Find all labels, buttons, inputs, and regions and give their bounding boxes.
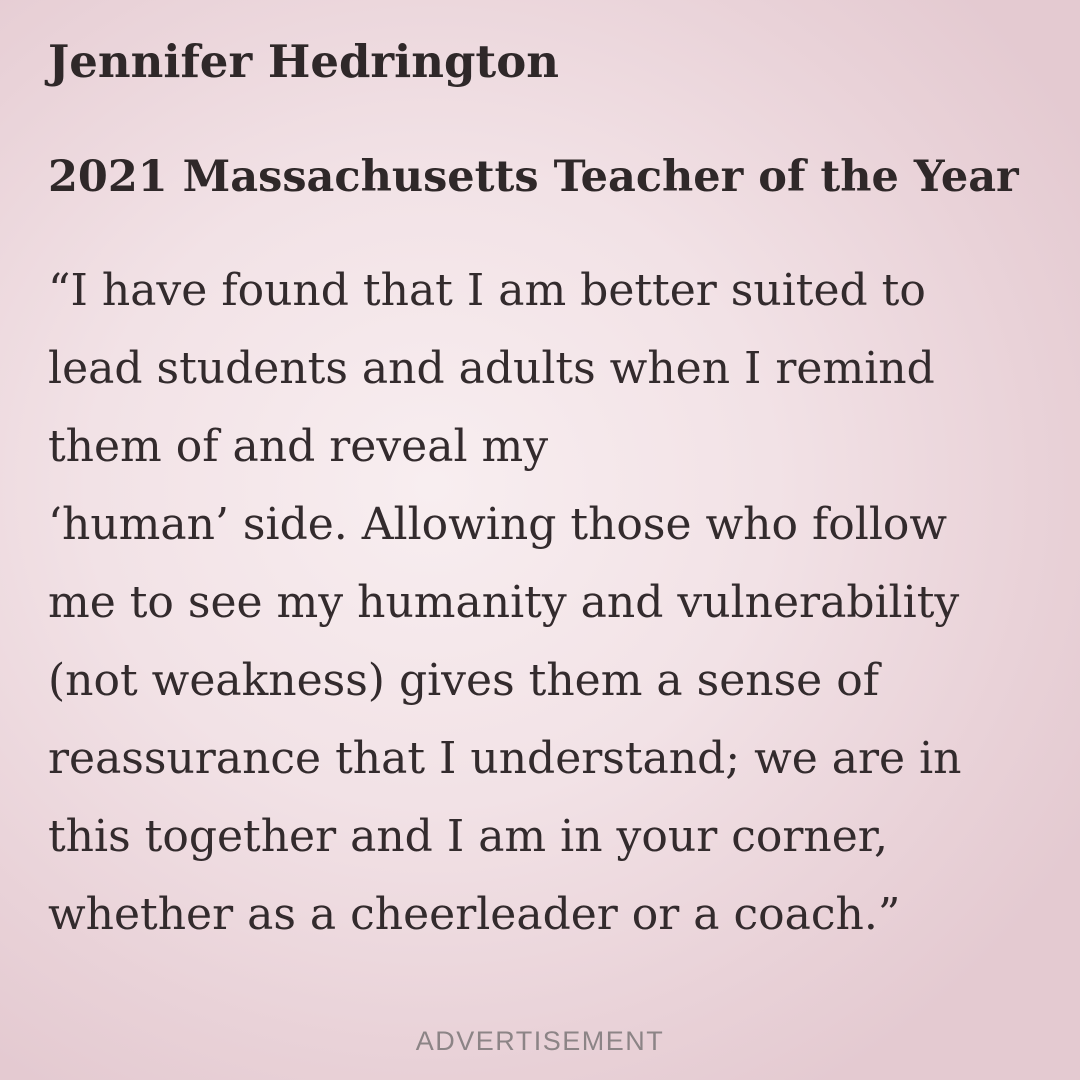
quote-text: [48, 252, 1048, 954]
advertisement-label: ADVERTISEMENT: [415, 1026, 665, 1056]
quote-line: me to see my humanity and vulnerability: [48, 577, 960, 628]
quote-line: lead students and adults when I remind: [48, 343, 935, 394]
quote-line: “I have found that I am better suited to: [48, 265, 926, 316]
award-title: 2021 Massachusetts Teacher of the Year: [48, 152, 1019, 202]
quote-line: (not weakness) gives them a sense of: [48, 655, 879, 706]
quote-line: whether as a cheerleader or a coach.”: [48, 889, 901, 940]
quote-line: ‘human’ side. Allowing those who follow: [48, 499, 948, 550]
quote-line: them of and reveal my: [48, 421, 549, 472]
quote-line: reassurance that I understand; we are in: [48, 733, 962, 784]
quote-line: this together and I am in your corner,: [48, 811, 888, 862]
person-name: Jennifer Hedrington: [48, 35, 559, 88]
